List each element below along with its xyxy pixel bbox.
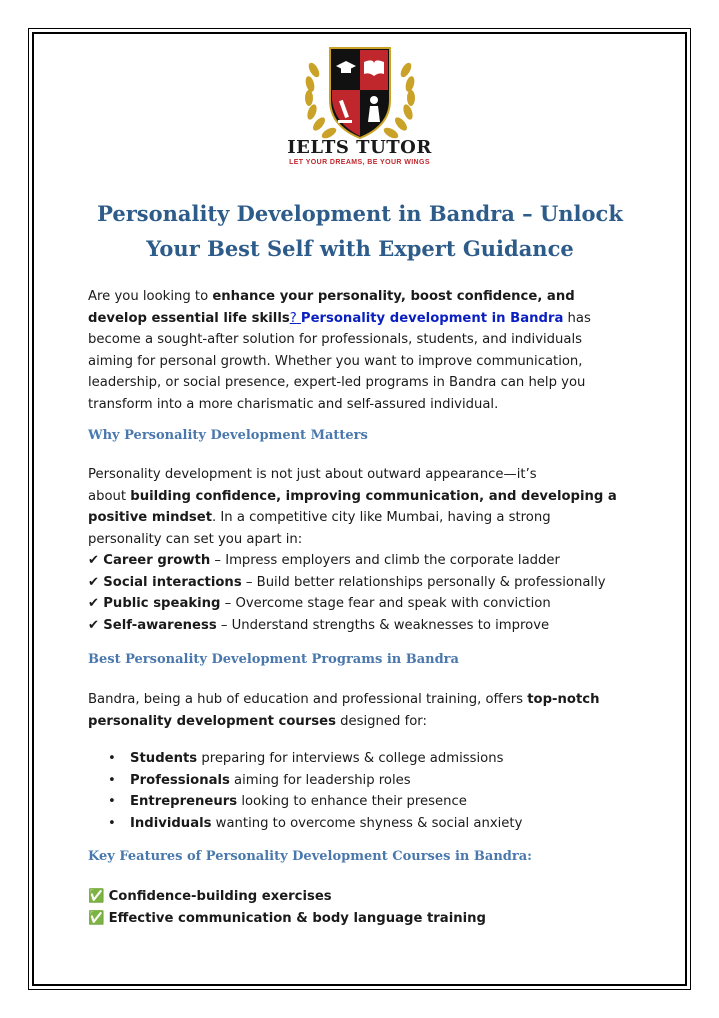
check-item-text: – Understand strengths & weaknesses to improve	[216, 617, 550, 633]
bullet-icon: •	[108, 772, 116, 788]
features-list	[88, 886, 648, 929]
list-item	[104, 791, 644, 813]
why-line-3	[88, 507, 648, 529]
check-item	[88, 572, 648, 594]
check-item	[88, 550, 648, 572]
list-item-title: Entrepreneurs	[130, 794, 238, 809]
title-line-2: Your Best Self with Expert Guidance	[146, 236, 574, 261]
check-item-title: Public speaking	[103, 596, 221, 611]
brand-name: IELTS TUTOR	[287, 137, 432, 158]
check-icon: ✔	[88, 553, 100, 568]
feature-item	[88, 908, 648, 930]
check-item-text: – Build better relationships personally & professionally	[241, 574, 606, 590]
title-line-1: Personality Development in Bandra – Unlock	[97, 201, 623, 226]
intro-line-3: become a sought-after solution for professionals, students, and individuals	[88, 332, 583, 347]
section-heading-features: Key Features of Personality Development Courses in Bandra:	[88, 849, 532, 864]
section-heading-why: Why Personality Development Matters	[88, 428, 368, 443]
intro-text: has	[563, 310, 591, 326]
list-item-title: Individuals	[130, 815, 212, 831]
intro-line-4: aiming for personal growth. Whether you want to improve communication,	[88, 353, 583, 369]
intro-line-5: leadership, or social presence, expert-led programs in Bandra can help you	[88, 375, 586, 390]
programs-text: Bandra, being a hub of education and professional training, offers	[88, 692, 528, 707]
feature-text: Effective communication & body language training	[108, 910, 486, 926]
bullet-icon: •	[108, 815, 116, 831]
programs-bold: top-notch	[527, 692, 600, 707]
brand-tagline: LET YOUR DREAMS, BE YOUR WINGS	[289, 159, 430, 166]
page-title	[60, 196, 660, 266]
programs-line-1	[88, 689, 648, 711]
programs-bold: personality development courses	[88, 713, 336, 729]
feature-item	[88, 886, 648, 908]
bullet-icon: •	[108, 794, 116, 809]
check-box-icon: ✅	[88, 889, 105, 904]
intro-line-1	[88, 286, 648, 308]
list-item-text: preparing for interviews & college admissions	[197, 751, 504, 766]
intro-bold: develop essential life skills	[88, 310, 290, 326]
feature-text: Confidence-building exercises	[108, 889, 332, 904]
why-text: . In a competitive city like Mumbai, having a strong	[212, 510, 551, 525]
list-item-text: looking to enhance their presence	[237, 794, 467, 809]
programs-text: designed for:	[335, 713, 427, 729]
check-box-icon: ✅	[88, 910, 105, 926]
section-heading-programs: Best Personality Development Programs in Bandra	[88, 652, 459, 667]
why-bold: building confidence, improving communication, and developing a	[130, 488, 617, 504]
intro-line-2	[88, 308, 648, 330]
why-bold: positive mindset	[88, 510, 213, 525]
why-line-2	[88, 486, 648, 508]
check-item-title: Social interactions	[103, 574, 242, 590]
list-item-text: wanting to overcome shyness & social anxiety	[211, 815, 523, 831]
check-item	[88, 593, 648, 615]
list-item-text: aiming for leadership roles	[229, 772, 411, 788]
list-item-title: Professionals	[130, 772, 230, 788]
list-item-title: Students	[130, 751, 198, 766]
programs-line-2	[88, 711, 648, 733]
personality-development-link[interactable]: Personality development in Bandra	[300, 310, 564, 326]
check-item-title: Career growth	[103, 553, 211, 568]
list-item	[104, 813, 644, 835]
check-icon: ✔	[88, 596, 100, 611]
list-item	[104, 748, 644, 770]
check-item-text: – Overcome stage fear and speak with conviction	[220, 596, 551, 611]
intro-line-6: transform into a more charismatic and self-assured individual.	[88, 396, 499, 412]
intro-bold: enhance your personality, boost confidence, and	[212, 289, 575, 304]
why-text: about	[88, 488, 131, 504]
check-item-text: – Impress employers and climb the corporate ladder	[210, 553, 560, 568]
intro-paragraph	[88, 286, 648, 415]
question-link[interactable]: ?	[289, 310, 297, 326]
why-line-4: personality can set you apart in:	[88, 531, 303, 547]
check-icon: ✔	[88, 617, 100, 633]
why-paragraph	[88, 464, 648, 636]
intro-text: Are you looking to	[88, 289, 213, 304]
audience-list	[104, 748, 644, 834]
list-item	[104, 770, 644, 792]
why-line-1: Personality development is not just about outward appearance—it’s	[88, 467, 537, 482]
bullet-icon: •	[108, 751, 116, 766]
check-item	[88, 615, 648, 637]
check-icon: ✔	[88, 574, 100, 590]
programs-paragraph	[88, 689, 648, 732]
check-item-title: Self-awareness	[103, 617, 217, 633]
